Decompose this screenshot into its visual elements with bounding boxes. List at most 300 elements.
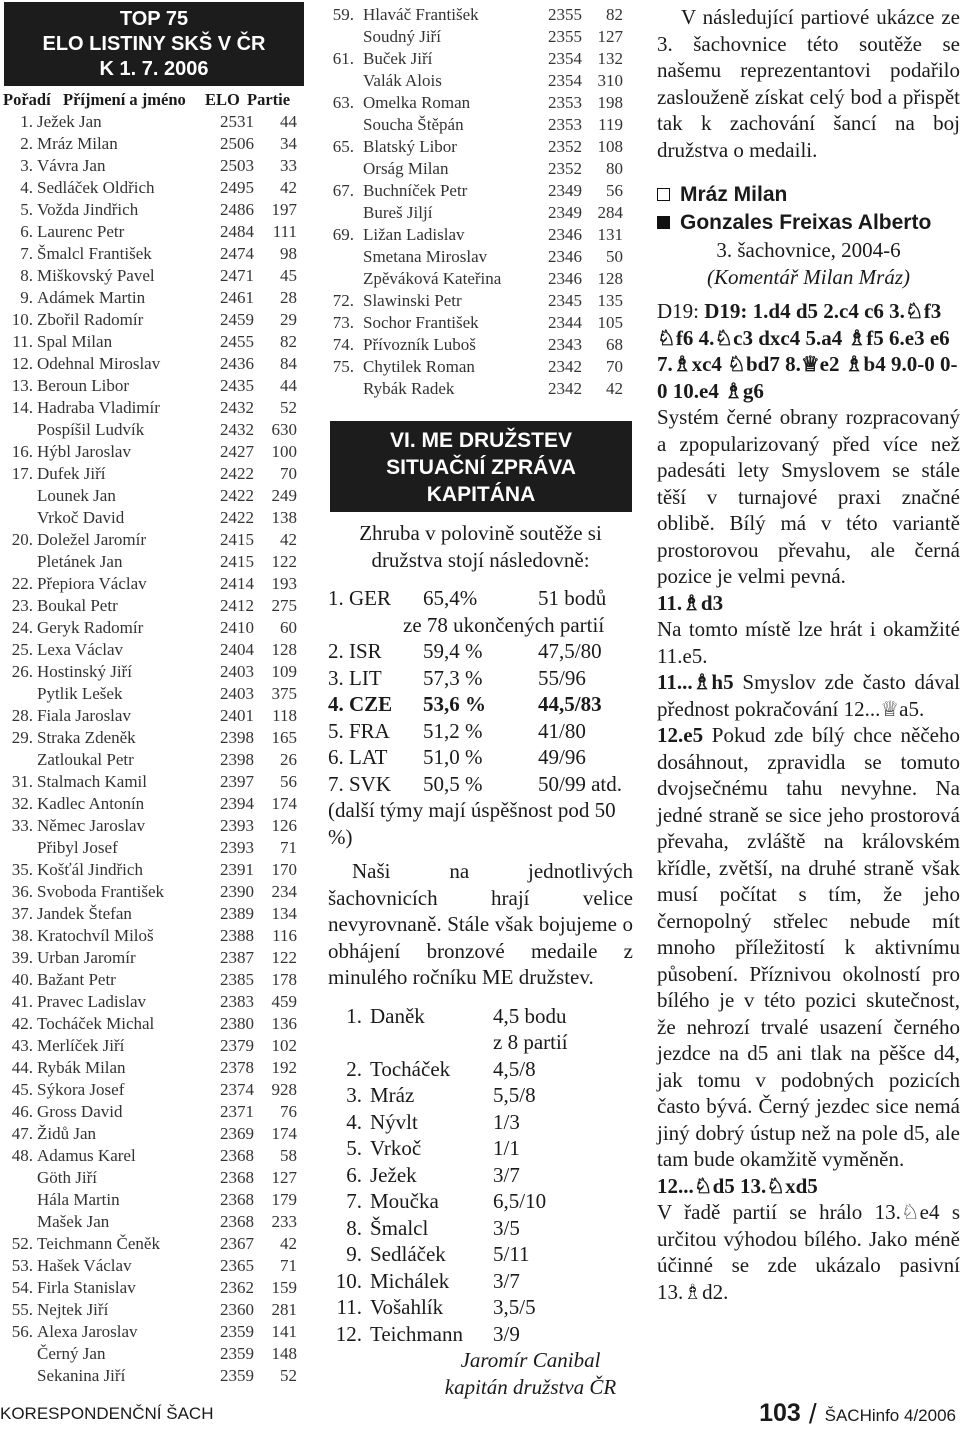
board-row	[328, 1056, 633, 1083]
table-row	[328, 202, 633, 224]
board-row	[328, 1241, 633, 1268]
black-player	[657, 209, 960, 237]
cell-elo: 2432	[220, 420, 254, 439]
table-row	[328, 114, 633, 136]
me-title-box	[330, 421, 632, 512]
table-row	[0, 815, 308, 837]
table-row	[0, 419, 308, 441]
board-row	[328, 1029, 633, 1056]
cell-games: 82	[606, 5, 623, 24]
table-row	[0, 507, 308, 529]
cell-games: 281	[271, 1300, 297, 1319]
cell-games: 193	[271, 574, 297, 593]
cell-name: Beroun Libor	[37, 376, 130, 395]
board-score: 3/7	[493, 1268, 520, 1293]
cell-games: 179	[271, 1190, 297, 1209]
cell-name: Rybák Radek	[363, 379, 455, 398]
cell-name: Straka Zdeněk	[37, 728, 136, 747]
standing-row	[328, 744, 633, 771]
table-row	[328, 158, 633, 180]
cell-games: 148	[271, 1344, 297, 1363]
cell-name: Bureš Jiljí	[363, 203, 433, 222]
cell-name: Spal Milan	[37, 332, 113, 351]
cell-games: 42	[280, 530, 297, 549]
table-row	[0, 1211, 308, 1233]
standing-pos: 4. CZE	[328, 692, 393, 716]
cell-rank: 12.	[11, 354, 33, 373]
cell-rank: 10.	[11, 310, 33, 329]
cell-elo: 2352	[548, 159, 582, 178]
cell-name: Gross David	[37, 1102, 123, 1121]
cell-name: Firla Stanislav	[37, 1278, 136, 1297]
cell-games: 127	[597, 27, 623, 46]
cell-elo: 2415	[220, 530, 254, 549]
cell-rank: 24.	[11, 618, 33, 637]
cell-games: 459	[271, 992, 297, 1011]
table-row	[0, 551, 308, 573]
cell-name: Jandek Štefan	[37, 904, 132, 923]
cell-name: Hašek Václav	[37, 1256, 132, 1275]
cell-elo: 2353	[548, 115, 582, 134]
standing-row	[328, 585, 633, 612]
cell-elo: 2410	[220, 618, 254, 637]
table-row	[0, 947, 308, 969]
cell-games: 165	[271, 728, 297, 747]
cell-rank: 31.	[11, 772, 33, 791]
cell-games: 122	[271, 948, 297, 967]
cell-games: 71	[280, 1256, 297, 1275]
cell-rank: 6.	[20, 222, 33, 241]
cell-rank: 40.	[11, 970, 33, 989]
cell-games: 50	[606, 247, 623, 266]
header-name: Příjmení a jméno	[63, 90, 186, 109]
standing-pct: 51,2 %	[423, 718, 483, 743]
cell-name: Göth Jiří	[37, 1168, 97, 1187]
cell-games: 128	[271, 640, 297, 659]
table-row	[0, 353, 308, 375]
cell-name: Alexa Jaroslav	[37, 1322, 138, 1341]
standing-row	[328, 665, 633, 692]
cell-rank: 3.	[20, 156, 33, 175]
cell-name: Soudný Jiří	[363, 27, 441, 46]
cell-games: 28	[280, 288, 297, 307]
table-row	[0, 1013, 308, 1035]
table-row	[328, 70, 633, 92]
cell-games: 119	[598, 115, 623, 134]
cell-rank: 11.	[12, 332, 33, 351]
board-num: 10.	[335, 1268, 362, 1293]
cell-elo: 2461	[220, 288, 254, 307]
cell-elo: 2390	[220, 882, 254, 901]
cell-rank: 37.	[11, 904, 33, 923]
cell-elo: 2436	[220, 354, 254, 373]
table-row	[328, 268, 633, 290]
cell-name: Teichmann Čeněk	[37, 1234, 160, 1253]
board-num: 8.	[346, 1215, 362, 1240]
board-row	[328, 1188, 633, 1215]
table-row	[0, 969, 308, 991]
board-row	[328, 1162, 633, 1189]
cell-rank: 65.	[332, 137, 354, 156]
cell-games: 192	[271, 1058, 297, 1077]
cell-elo: 2368	[220, 1190, 254, 1209]
cell-games: 132	[597, 49, 623, 68]
table-row	[328, 136, 633, 158]
cell-games: 42	[280, 178, 297, 197]
cell-games: 42	[606, 379, 623, 398]
table-row	[328, 378, 633, 400]
cell-name: Přibyl Josef	[37, 838, 118, 857]
white-player-name: Mráz Milan	[680, 183, 788, 206]
cell-elo: 2355	[548, 27, 582, 46]
cell-name: Rybák Milan	[37, 1058, 126, 1077]
black-player-name: Gonzales Freixas Alberto	[680, 211, 932, 234]
cell-games: 111	[272, 222, 297, 241]
cell-elo: 2422	[220, 486, 254, 505]
board-row	[328, 1294, 633, 1321]
table-row	[0, 1299, 308, 1321]
board-player: Teichmann	[370, 1321, 463, 1346]
table-row	[0, 1277, 308, 1299]
standing-pct: 57,3 %	[423, 665, 483, 690]
cell-rank: 23.	[11, 596, 33, 615]
cell-games: 197	[271, 200, 297, 219]
cell-games: 122	[271, 552, 297, 571]
board-score: 4,5 bodu	[493, 1003, 567, 1028]
standing-pos: 5. FRA	[328, 718, 390, 743]
cell-rank: 25.	[11, 640, 33, 659]
game-event: 3. šachovnice, 2004-6	[716, 238, 901, 262]
cell-name: Urban Jaromír	[37, 948, 136, 967]
board-row	[328, 1003, 633, 1030]
board-player: Moučka	[370, 1189, 439, 1213]
white-square-icon	[657, 188, 670, 201]
board-score: z 8 partií	[493, 1030, 568, 1054]
cell-games: 44	[280, 376, 297, 395]
board-num: 7.	[346, 1189, 362, 1213]
table-row	[0, 661, 308, 683]
cell-elo: 2427	[220, 442, 254, 461]
table-row	[328, 4, 633, 26]
board-num: 4.	[346, 1109, 362, 1134]
cell-rank: 47.	[11, 1124, 33, 1143]
standing-pos: 1. GER	[328, 586, 391, 610]
cell-rank: 73.	[332, 313, 354, 332]
standing-pts: 49/96	[538, 745, 586, 769]
table-row	[0, 265, 308, 287]
board-score: 1/3	[493, 1109, 520, 1134]
standing-row	[328, 691, 633, 718]
cell-name: Černý Jan	[37, 1344, 106, 1363]
table-row	[328, 180, 633, 202]
cell-elo: 2531	[220, 112, 254, 131]
cell-name: Mašek Jan	[37, 1212, 110, 1231]
cell-elo: 2459	[220, 310, 254, 329]
cell-rank: 72.	[332, 291, 354, 310]
cell-name: Vožda Jindřich	[37, 200, 139, 219]
table-row	[0, 243, 308, 265]
cell-elo: 2387	[220, 948, 254, 967]
standing-pts: 51 bodů	[538, 586, 607, 610]
cell-elo: 2346	[548, 247, 582, 266]
cell-games: 29	[280, 310, 297, 329]
section-name: KORESPONDENČNÍ ŠACH	[0, 1404, 214, 1423]
standings-note: (další týmy mají úspěšnost pod 50 %)	[328, 798, 616, 849]
table-row	[328, 92, 633, 114]
board-score: 5/11	[493, 1242, 530, 1266]
comment-3-block	[657, 669, 960, 722]
comment-3: Smyslov zde často dával přednost pokračování 12...♕a5.	[657, 670, 960, 721]
board-player: Nývlt	[370, 1109, 418, 1134]
column-3	[657, 0, 960, 1305]
cell-rank: 67.	[332, 181, 354, 200]
cell-elo: 2471	[220, 266, 254, 285]
moves-text: D19: 1.d4 d5 2.c4 c6 3.♘f3 ♘f6 4.♘c3 dxc4 5.a4 ♗f5 6.e3 e6 7.♗xc4 ♘bd7 8.♕e2 ♗b4 9.0-0 0-0 10.e4 ♗g6	[657, 299, 958, 403]
cell-games: 70	[606, 357, 623, 376]
comment-1: Systém černé obrany rozpracovaný a zpopularizovaný před více než padesáti lety Smyslovem se stále těší v turnajové praxi značné oblibě. Bílý má v této variantě prostorovou převahu, ale černá pozice je velmi pevná.	[657, 405, 960, 588]
cell-name: Kratochvíl Miloš	[37, 926, 154, 945]
cell-name: Přepiora Václav	[37, 574, 147, 593]
board-num: 6.	[346, 1162, 362, 1187]
table-row	[0, 287, 308, 309]
cell-elo: 2393	[220, 838, 254, 857]
cell-games: 52	[280, 398, 297, 417]
table-row	[0, 441, 308, 463]
cell-elo: 2393	[220, 816, 254, 835]
table-row	[0, 111, 308, 133]
cell-name: Mráz Milan	[37, 134, 118, 153]
cell-elo: 2374	[220, 1080, 254, 1099]
cell-games: 44	[280, 112, 297, 131]
cell-name: Ližan Ladislav	[363, 225, 465, 244]
rating-table-part-2	[328, 4, 633, 400]
table-row	[0, 925, 308, 947]
cell-games: 56	[606, 181, 623, 200]
cell-rank: 48.	[11, 1146, 33, 1165]
page-number: 103	[759, 1399, 801, 1427]
standing-pos: 3. LIT	[328, 665, 382, 690]
cell-name: Sedláček Oldřich	[37, 178, 155, 197]
cell-name: Chytilek Roman	[363, 357, 475, 376]
table-row	[0, 1123, 308, 1145]
cell-rank: 43.	[11, 1036, 33, 1055]
opening-moves	[657, 298, 960, 404]
board-num: 1.	[346, 1003, 362, 1028]
cell-elo: 2354	[548, 49, 582, 68]
cell-games: 928	[271, 1080, 297, 1099]
table-row	[0, 1101, 308, 1123]
comment-5: V řadě partií se hrálo 13.♘e4 s určitou výhodou bílého. Jako méně účinné se zde ukázalo pasivní 13.♗d2.	[657, 1200, 960, 1304]
comment-2: Na tomto místě lze hrát i okamžité 11.e5.	[657, 617, 960, 668]
cell-games: 233	[271, 1212, 297, 1231]
cell-name: Bažant Petr	[37, 970, 116, 989]
cell-rank: 26.	[11, 662, 33, 681]
cell-games: 375	[271, 684, 297, 703]
cell-rank: 17.	[11, 464, 33, 483]
cell-elo: 2484	[220, 222, 254, 241]
cell-rank: 69.	[332, 225, 354, 244]
standing-pts: 41/80	[538, 718, 586, 743]
header-rank: Pořadí	[3, 90, 51, 109]
table-row	[0, 1343, 308, 1365]
cell-rank: 46.	[11, 1102, 33, 1121]
cell-games: 284	[597, 203, 623, 222]
page-footer	[759, 1398, 956, 1430]
me-title-line-2: SITUAČNÍ ZPRÁVA	[386, 456, 576, 479]
table-header	[0, 89, 308, 111]
cell-name: Adámek Martin	[37, 288, 146, 307]
table-row	[0, 903, 308, 925]
cell-elo: 2414	[220, 574, 254, 593]
me-title-line-3: KAPITÁNA	[426, 483, 536, 506]
cell-elo: 2397	[220, 772, 254, 791]
standing-pts: ze 78 ukončených partií	[403, 612, 605, 637]
cell-name: Orság Milan	[363, 159, 449, 178]
cell-name: Přívozník Luboš	[363, 335, 476, 354]
cell-elo: 2394	[220, 794, 254, 813]
cell-name: Kadlec Antonín	[37, 794, 145, 813]
cell-name: Soucha Štěpán	[363, 115, 464, 134]
cell-name: Miškovský Pavel	[37, 266, 155, 285]
game-commentator: (Komentář Milan Mráz)	[707, 264, 910, 289]
cell-name: Zatloukal Petr	[37, 750, 134, 769]
table-row	[328, 312, 633, 334]
cell-games: 174	[271, 794, 297, 813]
cell-games: 105	[597, 313, 623, 332]
cell-games: 134	[271, 904, 297, 923]
standing-pct: 53,6 %	[423, 692, 486, 716]
cell-name: Němec Jaroslav	[37, 816, 146, 835]
cell-games: 45	[280, 266, 297, 285]
table-row	[0, 705, 308, 727]
cell-name: Buchníček Petr	[363, 181, 468, 200]
cell-games: 34	[280, 134, 297, 153]
cell-elo: 2403	[220, 662, 254, 681]
table-row	[328, 356, 633, 378]
table-row	[0, 155, 308, 177]
cell-name: Židů Jan	[37, 1124, 97, 1143]
table-row	[0, 375, 308, 397]
cell-games: 108	[597, 137, 623, 156]
board-player: Mráz	[370, 1083, 415, 1107]
cell-elo: 2368	[220, 1168, 254, 1187]
table-row	[0, 683, 308, 705]
cell-rank: 41.	[11, 992, 33, 1011]
board-num: 2.	[346, 1056, 362, 1081]
cell-elo: 2389	[220, 904, 254, 923]
table-row	[328, 290, 633, 312]
standing-pos: 6. LAT	[328, 745, 388, 769]
comment-4-block	[657, 722, 960, 1173]
cell-name: Laurenc Petr	[37, 222, 125, 241]
cell-elo: 2349	[548, 203, 582, 222]
cell-elo: 2359	[220, 1344, 254, 1363]
cell-rank: 9.	[20, 288, 33, 307]
cell-rank: 74.	[332, 335, 354, 354]
cell-name: Smetana Miroslav	[363, 247, 488, 266]
standing-pos: 7. SVK	[328, 771, 392, 796]
cell-name: Omelka Roman	[363, 93, 471, 112]
cell-name: Slawinski Petr	[363, 291, 462, 310]
cell-games: 33	[280, 156, 297, 175]
magazine-issue: ŠACHinfo 4/2006	[824, 1406, 956, 1425]
board-row	[328, 1321, 633, 1348]
cell-elo: 2352	[548, 137, 582, 156]
standing-pts: 44,5/83	[538, 692, 602, 716]
board-row	[328, 1109, 633, 1136]
cell-rank: 28.	[11, 706, 33, 725]
rating-table-part-1	[0, 111, 308, 1387]
cell-name: Šmalcl František	[37, 244, 152, 263]
board-player: Vošahlík	[370, 1295, 444, 1319]
table-row	[0, 1057, 308, 1079]
cell-elo: 2345	[548, 291, 582, 310]
standing-pos: 2. ISR	[328, 639, 382, 663]
cell-rank: 55.	[11, 1300, 33, 1319]
me-paragraph: Naši na jednotlivých šachovnicích hrají velice nevyrovnaně. Stále však bojujeme o obhájení bronzové medaile z minulého ročníku ME družstev.	[328, 859, 633, 989]
table-row	[0, 221, 308, 243]
cell-name: Odehnal Miroslav	[37, 354, 161, 373]
cell-rank: 44.	[11, 1058, 33, 1077]
standing-row	[328, 638, 633, 665]
table-row	[0, 309, 308, 331]
column-2	[328, 0, 633, 1400]
cell-name: Hadraba Vladimír	[37, 398, 160, 417]
table-row	[0, 1255, 308, 1277]
cell-elo: 2369	[220, 1124, 254, 1143]
top75-title-line-1: TOP 75	[119, 8, 189, 30]
standing-row	[328, 718, 633, 745]
cell-games: 275	[271, 596, 297, 615]
board-num: 5.	[346, 1136, 362, 1160]
move-12: 12.e5	[657, 723, 704, 747]
cell-elo: 2401	[220, 706, 254, 725]
table-row	[0, 573, 308, 595]
cell-name: Sochor František	[363, 313, 479, 332]
cell-rank: 33.	[11, 816, 33, 835]
table-row	[328, 246, 633, 268]
comment-4: Pokud zde bílý chce něčeho dosáhnout, zpravidla se tomuto dvojsečnému tahu nevyhne. Na jedné straně se sice jeho prostorová převaha, zvláště na královském křídle, zvětší, na druhé straně však musí počítat s tím, že jeho černopolný střelec nebude mít mnoho příležitostí k aktivnímu působení. Příznivou okolností pro bílého je v této pozici skutečnost, že nehrozí trvalé usazení černého jezdce na d5 ani tlak na pěšce d4, jak tomu v podobných pozicích často bývá. Černý jezdec sice nemá jiný dobrý ústup než na pole d5, ale tam bude okamžitě vyměněn.	[657, 723, 960, 1171]
move-11: 11.♗d3	[657, 590, 724, 615]
cell-games: 76	[280, 1102, 297, 1121]
table-row	[0, 617, 308, 639]
cell-elo: 2368	[220, 1212, 254, 1231]
board-score: 3/5	[493, 1215, 520, 1240]
me-intro: Zhruba v polovině soutěže si družstva stojí následovně:	[359, 521, 602, 572]
standing-pts: 55/96	[538, 665, 586, 690]
cell-games: 42	[280, 1234, 297, 1253]
cell-name: Buček Jiří	[363, 49, 433, 68]
cell-rank: 61.	[332, 49, 354, 68]
cell-games: 56	[280, 772, 297, 791]
cell-rank: 1.	[20, 112, 33, 131]
board-player: Tocháček	[370, 1056, 451, 1081]
cell-elo: 2385	[220, 970, 254, 989]
table-row	[0, 485, 308, 507]
cell-name: Vávra Jan	[37, 156, 106, 175]
top75-title-box	[4, 2, 304, 86]
slash-divider: /	[808, 1398, 817, 1429]
table-row	[0, 793, 308, 815]
table-row	[0, 859, 308, 881]
opening-code: D19:	[657, 299, 705, 323]
cell-games: 26	[280, 750, 297, 769]
cell-rank: 8.	[20, 266, 33, 285]
cell-name: Hýbl Jaroslav	[37, 442, 131, 461]
me-title-line-1: VI. ME DRUŽSTEV	[389, 429, 573, 452]
standing-pct: 51,0 %	[423, 745, 483, 769]
cell-rank: 13.	[11, 376, 33, 395]
